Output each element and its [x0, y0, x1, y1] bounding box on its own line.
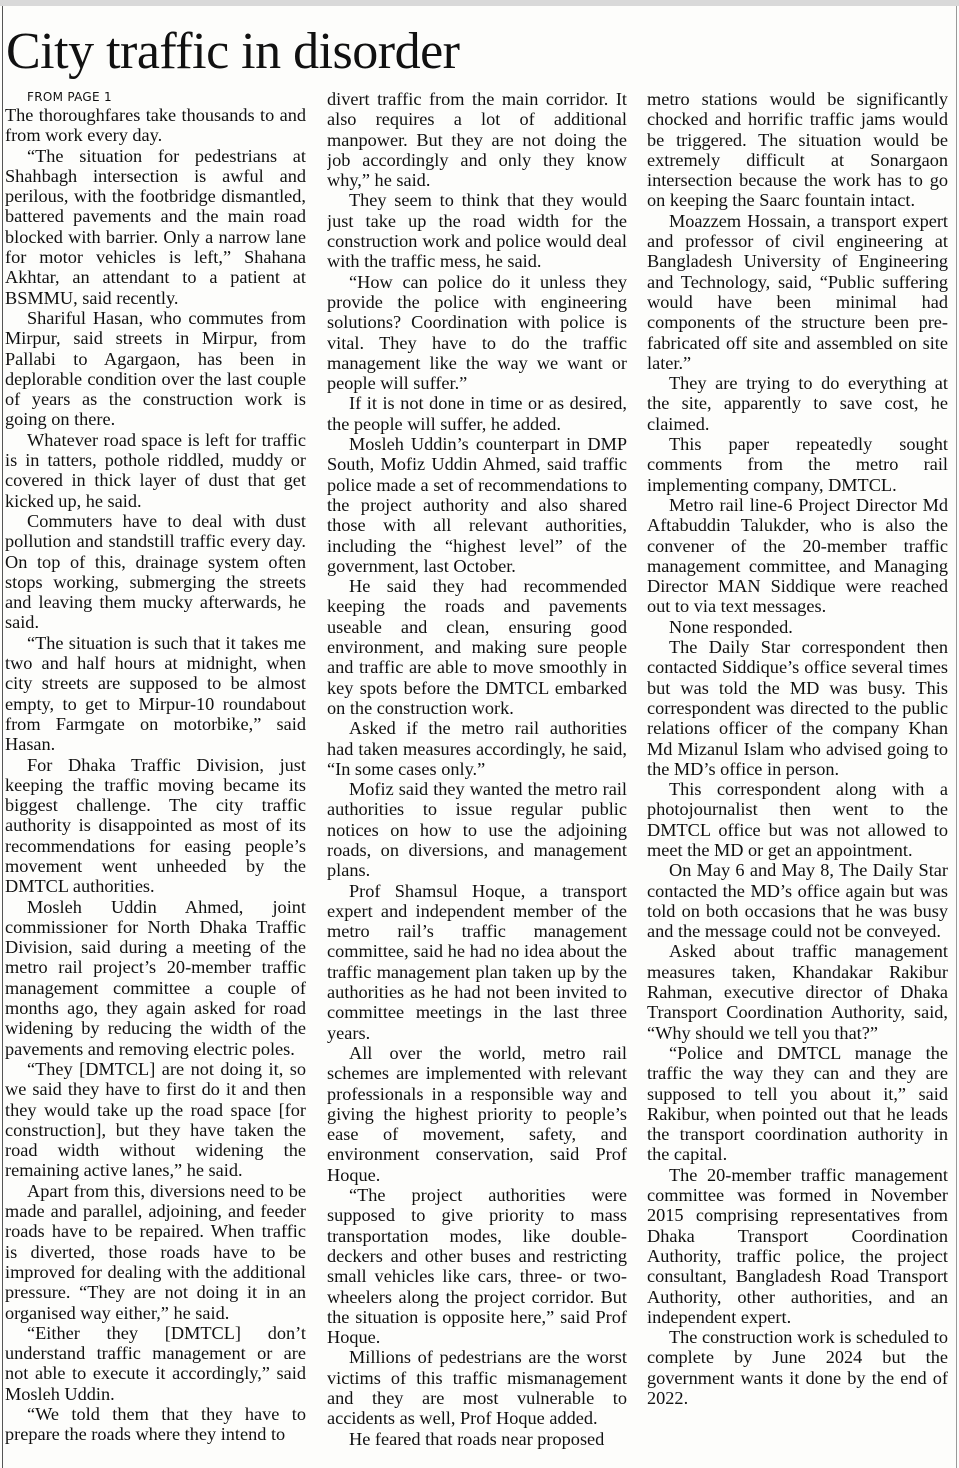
paragraph: “The situation for pedestrians at Shahbagh intersection is awful and perilous, with the footbridge dismantled, battered pavements and the main road blocked with barrier. Only a narrow lane for motor vehicles is left,” Shahana Akhtar, an attendant to a patient at BSMMU, said recently. [5, 145, 306, 308]
paragraph: He feared that roads near proposed [349, 1428, 605, 1449]
article-column-1 [5, 89, 306, 1468]
kicker-from-page-1: FROM PAGE 1 [27, 90, 112, 104]
paragraph: Mofiz said they wanted the metro rail authorities to issue regular public notices on how to use the adjoining roads, on diversions, and management plans. [327, 779, 627, 881]
paragraph: Apart from this, diversions need to be made and parallel, adjoining, and feeder roads have to be repaired. When traffic is diverted, those roads have to be improved for dealing with the additional pressure. “They are not doing it in an organised way either,” he said. [5, 1180, 306, 1323]
paragraph: “We told them that they have to prepare the roads where they intend to [5, 1404, 306, 1445]
paragraph: Whatever road space is left for traffic is in tatters, pothole riddled, muddy or covered in thick layer of dust that get kicked up, he said. [5, 429, 306, 511]
paragraph: For Dhaka Traffic Division, just keeping the traffic moving became its biggest challenge. The city traffic authority is disappointed as most of its recommendations for easing people’s movement went unheeded by the DMTCL authorities. [5, 754, 306, 897]
paragraph: If it is not done in time or as desired, the people will suffer, he added. [327, 393, 627, 434]
paragraph: Moazzem Hossain, a transport expert and professor of civil engineering at Bangladesh University of Engineering and Technology, said, “Public suffering would have been minimal had components of the structure been pre-fabricated off site and assembled on site later.” [647, 210, 948, 373]
paragraph: Mosleh Uddin’s counterpart in DMP South, Mofiz Uddin Ahmed, said traffic police made a set of recommendations to the project authority and also shared those with all relevant authorities, including the “highest level” of the government, last October. [327, 434, 627, 576]
paragraph: “The project authorities were supposed to give priority to mass transportation modes, like double-deckers and other buses and restricting small vehicles like cars, three- or two-wheelers along the project corridor. But the situation is opposite here,” said Prof Hoque. [327, 1185, 627, 1348]
paragraph: Asked if the metro rail authorities had taken measures accordingly, he said, “In some cases only.” [327, 718, 627, 779]
paragraph: divert traffic from the main corridor. It also requires a lot of additional manpower. But they are not doing the job accordingly and only they know why,” he said. [327, 89, 627, 191]
headline: City traffic in disorder [6, 23, 460, 80]
paragraph: This paper repeatedly sought comments from the metro rail implementing company, DMTCL. [647, 434, 948, 495]
paragraph: “Either they [DMTCL] don’t understand traffic management or are not able to execute it accordingly,” said Mosleh Uddin. [5, 1322, 306, 1404]
paragraph: Metro rail line-6 Project Director Md Aftabuddin Talukder, who is also the convener of the 20-member traffic management committee, and Managing Director MAN Siddique were reached out to via text messages. [647, 494, 948, 617]
paragraph: “The situation is such that it takes me two and half hours at midnight, when city streets are supposed to be almost empty, to get to Mirpur-10 roundabout from Farmgate on motorbike,” said Hasan. [5, 632, 306, 755]
paragraph: None responded. [669, 616, 793, 637]
paragraph: All over the world, metro rail schemes are implemented with relevant professionals in a responsible way and giving the highest priority to people’s ease of movement, safety, and environment conservation, said Prof Hoque. [327, 1042, 627, 1185]
paragraph: He said they had recommended keeping the roads and pavements useable and clean, ensuring good environment, and making sure people and traffic are able to move smoothly in key spots before the DMTCL embarked on the construction work. [327, 576, 627, 718]
paragraph: The thoroughfares take thousands to and from work every day. [5, 105, 306, 146]
paragraph: The Daily Star correspondent then contacted Siddique’s office several times but was told the MD was busy. This correspondent was directed to the public relations officer of the company Khan Md Mizanul Islam who advised going to the MD’s office in person. [647, 637, 948, 779]
paragraph: Millions of pedestrians are the worst victims of this traffic mismanagement and they are most vulnerable to accidents as well, Prof Hoque added. [327, 1347, 627, 1429]
paragraph: On May 6 and May 8, The Daily Star contacted the MD’s office again but was told on both occasions that he was busy and the message could not be conveyed. [647, 860, 948, 942]
paragraph: This correspondent along with a photojournalist then went to the DMTCL office but was not allowed to meet the MD or get an appointment. [647, 779, 948, 860]
paragraph: They seem to think that they would just take up the road width for the construction work and police would deal with the traffic mess, he said. [327, 190, 627, 272]
paragraph: Asked about traffic management measures taken, Khandakar Rakibur Rahman, executive director of Dhaka Transport Coordination Authority, said, “Why should we tell you that?” [647, 941, 948, 1043]
paragraph: Shariful Hasan, who commutes from Mirpur, said streets in Mirpur, from Pallabi to Agargaon, has been in deplorable condition over the last couple of years as the construction work is going on there. [5, 307, 306, 430]
article-column-3 [647, 89, 948, 1468]
paragraph: “How can police do it unless they provide the police with engineering solutions? Coordination with police is vital. They have to do the traffic management like the way we want or people will suffer.” [327, 271, 627, 394]
paragraph: “They [DMTCL] are not doing it, so we said they have to first do it and then they would take up the road space [for construction], but they have taken the road width without widening the remaining active lanes,” he said. [5, 1058, 306, 1181]
paragraph: metro stations would be significantly chocked and horrific traffic jams would be triggered. The situation would be extremely difficult at Sonargaon intersection because the work has to go on keeping the Saarc fountain intact. [647, 89, 948, 211]
paragraph: Commuters have to deal with dust pollution and standstill traffic every day. On top of this, drainage system often stops working, submerging the streets and leaving them mucky afterwards, he said. [5, 510, 306, 633]
paragraph: “Police and DMTCL manage the traffic the way they can and they are supposed to tell you about it,” said Rakibur, when pointed out that he leads the transport coordination authority in the capital. [647, 1042, 948, 1165]
paragraph: They are trying to do everything at the site, apparently to save cost, he claimed. [647, 373, 948, 434]
article-column-2 [327, 89, 627, 1468]
paragraph: The construction work is scheduled to complete by June 2024 but the government wants it done by the end of 2022. [647, 1327, 948, 1408]
paragraph: Prof Shamsul Hoque, a transport expert and independent member of the metro rail’s traffic management committee, said he had no idea about the traffic management plan taken up by the authorities as he had not been invited to committee meetings in the last three years. [327, 880, 627, 1043]
paragraph: The 20-member traffic management committee was formed in November 2015 comprising representatives from Dhaka Transport Coordination Authority, traffic police, the project consultant, Bangladesh Road Transport Authority, other authorities, and an independent expert. [647, 1164, 948, 1327]
paragraph: Mosleh Uddin Ahmed, joint commissioner for North Dhaka Traffic Division, said during a meeting of the metro rail project’s 20-member traffic management committee a couple of months ago, they again asked for road widening by reducing the width of the pavements and removing electric poles. [5, 896, 306, 1059]
